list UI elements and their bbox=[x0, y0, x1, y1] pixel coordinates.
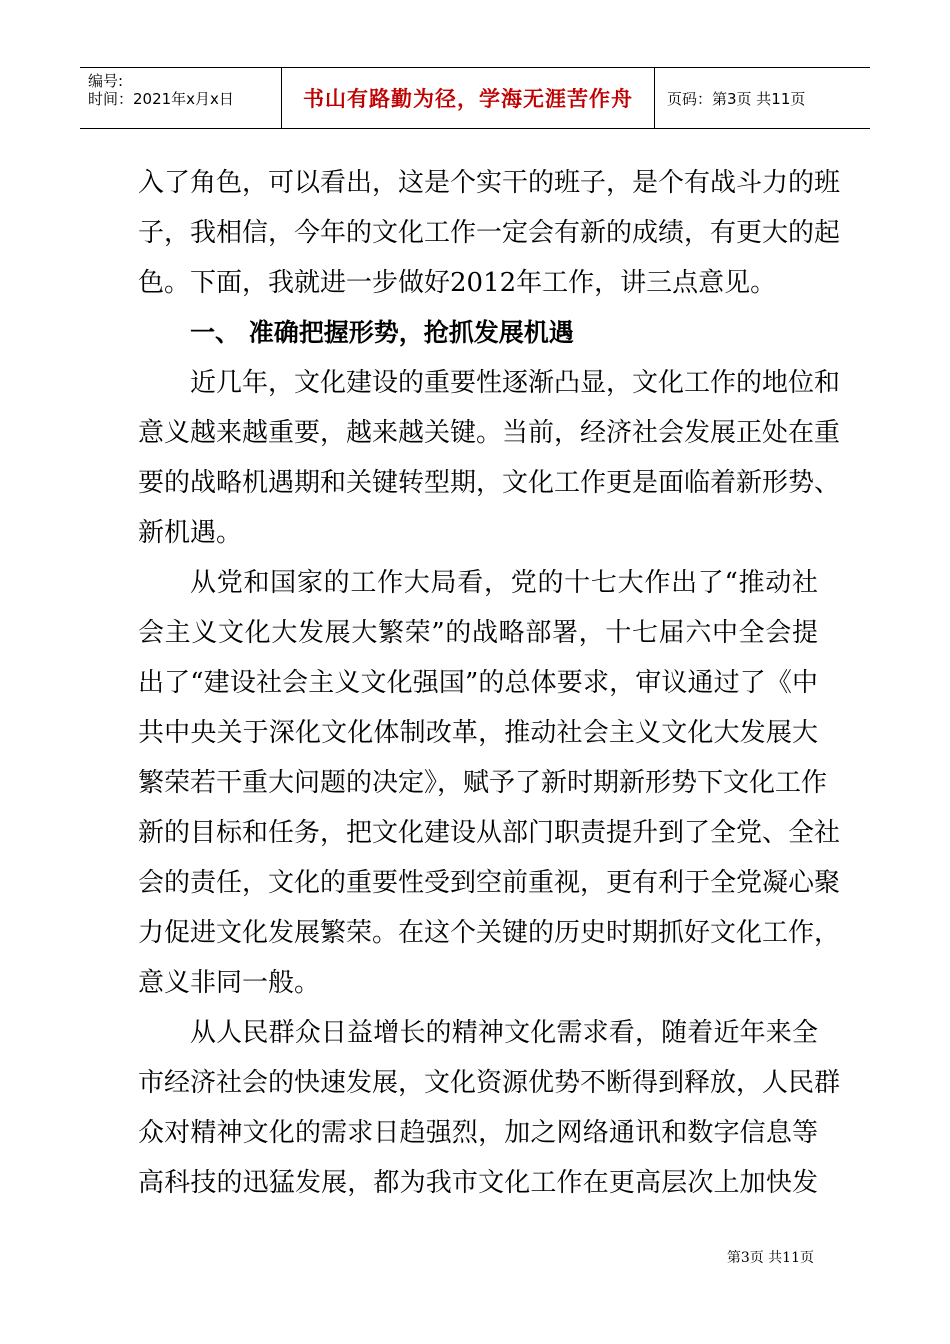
section-heading: 一、 准确把握形势，抢抓发展机遇 bbox=[190, 318, 574, 347]
body-line: 意义非同一般。 bbox=[138, 968, 321, 998]
body-line: 会的责任，文化的重要性受到空前重视，更有利于全党凝心聚 bbox=[138, 868, 841, 898]
document-number-label: 编号: bbox=[88, 72, 124, 90]
body-line: 子，我相信，今年的文化工作一定会有新的成绩，有更大的起 bbox=[138, 218, 841, 248]
body-line: 入了角色，可以看出，这是个实干的班子，是个有战斗力的班 bbox=[138, 168, 841, 198]
header-motto-cell bbox=[282, 68, 655, 128]
body-line: 高科技的迅猛发展，都为我市文化工作在更高层次上加快发 bbox=[138, 1168, 818, 1198]
header-page-number: 页码：第3页 共11页 bbox=[667, 89, 806, 108]
body-line: 要的战略机遇期和关键转型期，文化工作更是面临着新形势、 bbox=[138, 468, 841, 498]
footer-page-number: 第3页 共11页 bbox=[726, 1250, 814, 1266]
body-line: 从党和国家的工作大局看，党的十七大作出了“推动社 bbox=[190, 568, 818, 598]
body-line: 繁荣若干重大问题的决定》，赋予了新时期新形势下文化工作 bbox=[138, 768, 828, 798]
body-line: 色。下面，我就进一步做好2012年工作，讲三点意见。 bbox=[138, 268, 777, 298]
header-page-cell bbox=[655, 68, 870, 128]
page-footer bbox=[727, 1247, 814, 1267]
body-line: 力促进文化发展繁荣。在这个关键的历史时期抓好文化工作， bbox=[138, 918, 841, 948]
document-body bbox=[138, 158, 841, 1208]
body-line: 出了“建设社会主义文化强国”的总体要求，审议通过了《中 bbox=[138, 668, 818, 698]
body-line: 会主义文化大发展大繁荣”的战略部署，十七届六中全会提 bbox=[138, 618, 818, 648]
header-meta bbox=[80, 68, 282, 128]
body-line: 意义越来越重要，越来越关键。当前，经济社会发展正处在重 bbox=[138, 418, 841, 448]
body-line: 众对精神文化的需求日趋强烈，加之网络通讯和数字信息等 bbox=[138, 1118, 818, 1148]
header-motto: 书山有路勤为径，学海无涯苦作舟 bbox=[303, 87, 633, 111]
body-line: 市经济社会的快速发展，文化资源优势不断得到释放，人民群 bbox=[138, 1068, 841, 1098]
body-line: 近几年，文化建设的重要性逐渐凸显，文化工作的地位和 bbox=[190, 368, 841, 398]
page-header bbox=[80, 67, 870, 129]
body-line: 共中央关于深化文化体制改革，推动社会主义文化大发展大 bbox=[138, 718, 818, 748]
body-line: 从人民群众日益增长的精神文化需求看，随着近年来全 bbox=[190, 1018, 818, 1048]
body-line: 新的目标和任务，把文化建设从部门职责提升到了全党、全社 bbox=[138, 818, 841, 848]
body-line: 新机遇。 bbox=[138, 518, 243, 548]
document-date-label: 时间：2021年x月x日 bbox=[88, 90, 234, 108]
